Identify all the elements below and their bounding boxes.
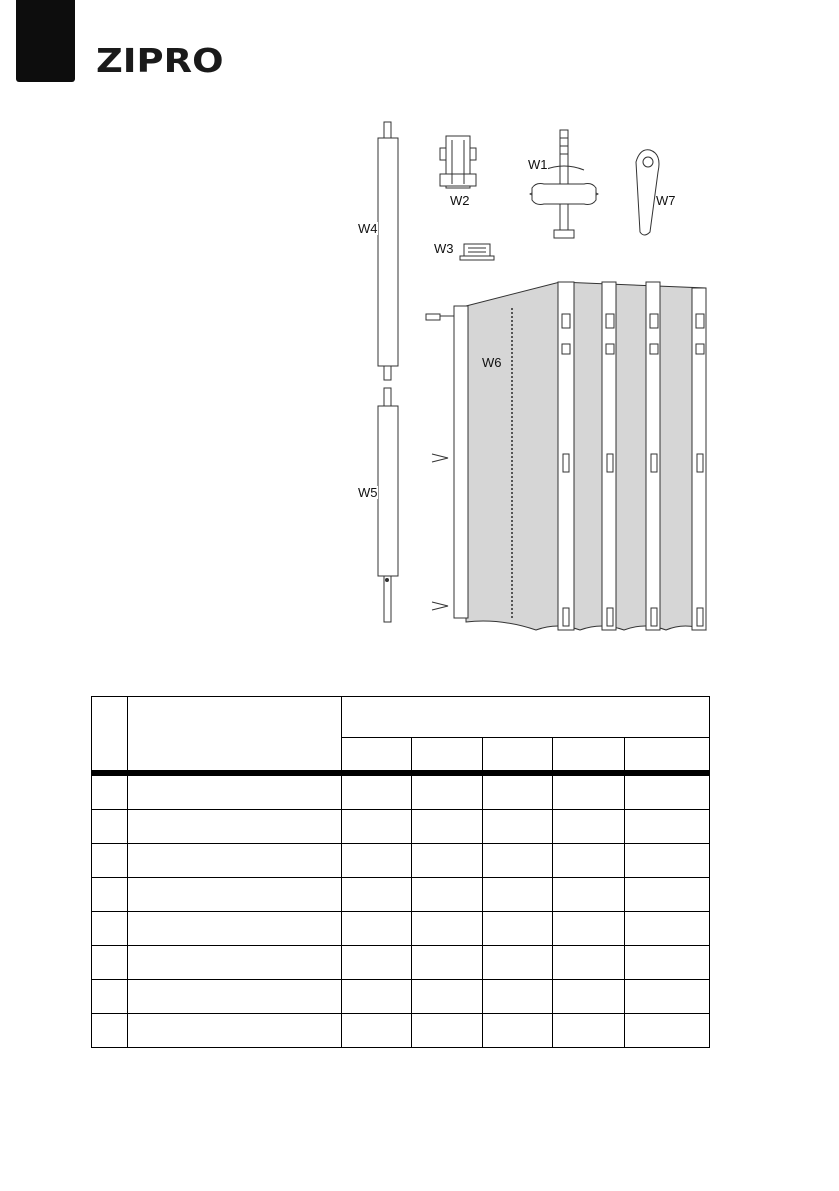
table-cell	[483, 810, 553, 844]
table-cell	[342, 773, 412, 810]
table-header-row	[92, 697, 710, 738]
table-cell	[342, 946, 412, 980]
table-cell	[412, 1014, 483, 1048]
parts-illustration	[340, 110, 720, 650]
table-cell	[483, 912, 553, 946]
table-cell	[128, 912, 342, 946]
table-row	[92, 773, 710, 810]
bolt-illustration	[530, 130, 598, 238]
table-cell	[128, 810, 342, 844]
table-cell	[412, 878, 483, 912]
table-cell	[553, 946, 625, 980]
table-cell	[128, 946, 342, 980]
brand-logo	[96, 41, 224, 80]
table-cell	[412, 946, 483, 980]
table-cell	[483, 980, 553, 1014]
bracket-illustration	[440, 136, 476, 188]
table-cell	[128, 878, 342, 912]
table-cell	[553, 844, 625, 878]
table-cell	[412, 980, 483, 1014]
table-cell	[553, 773, 625, 810]
table-cell	[483, 844, 553, 878]
table-cell	[483, 773, 553, 810]
table-cell	[553, 1014, 625, 1048]
table-cell	[483, 946, 553, 980]
table-cell	[128, 1014, 342, 1048]
table-row	[92, 844, 710, 878]
table-cell	[412, 844, 483, 878]
table-cell	[92, 844, 128, 878]
table-row	[92, 946, 710, 980]
end-cap-illustration	[460, 244, 494, 260]
table-cell	[625, 844, 710, 878]
table-cell	[553, 912, 625, 946]
part-label-w6: W6	[482, 355, 502, 370]
brand-logo-text: ZIPRO	[96, 41, 224, 80]
table-cell	[128, 844, 342, 878]
corner-tab	[16, 0, 75, 82]
table-cell	[342, 980, 412, 1014]
parts-diagram	[340, 110, 720, 650]
table-cell	[625, 980, 710, 1014]
subheader-cell	[342, 738, 412, 774]
table-cell	[625, 810, 710, 844]
table-cell	[92, 980, 128, 1014]
table-cell	[342, 878, 412, 912]
subheader-cell	[412, 738, 483, 774]
table-cell	[342, 810, 412, 844]
table-cell	[625, 946, 710, 980]
table-row	[92, 810, 710, 844]
table-cell	[342, 912, 412, 946]
part-label-w4: W4	[358, 221, 378, 236]
part-label-w5: W5	[358, 485, 378, 500]
part-label-w1: W1	[528, 157, 548, 172]
table-cell	[128, 773, 342, 810]
table-cell	[412, 810, 483, 844]
table-row	[92, 912, 710, 946]
table-cell	[92, 946, 128, 980]
header-cell-name	[128, 697, 342, 774]
net-panels-illustration	[426, 282, 706, 630]
table-row	[92, 1014, 710, 1048]
subheader-cell	[483, 738, 553, 774]
subheader-cell	[553, 738, 625, 774]
table-cell	[553, 878, 625, 912]
table-cell	[92, 810, 128, 844]
table-cell	[483, 878, 553, 912]
header-cell-number	[92, 697, 128, 774]
table-cell	[342, 1014, 412, 1048]
table-cell	[625, 878, 710, 912]
table-cell	[128, 980, 342, 1014]
pole-lower-illustration	[378, 388, 398, 622]
table-cell	[92, 773, 128, 810]
table-cell	[412, 912, 483, 946]
table-cell	[483, 1014, 553, 1048]
table-cell	[92, 1014, 128, 1048]
parts-table	[91, 696, 710, 1048]
table-cell	[625, 773, 710, 810]
table-row	[92, 878, 710, 912]
table-cell	[553, 810, 625, 844]
part-label-w7: W7	[656, 193, 676, 208]
table-cell	[553, 980, 625, 1014]
table-cell	[92, 878, 128, 912]
part-label-w3: W3	[434, 241, 454, 256]
subheader-cell	[625, 738, 710, 774]
table-cell	[412, 773, 483, 810]
table-cell	[92, 912, 128, 946]
table-cell	[625, 1014, 710, 1048]
table-row	[92, 980, 710, 1014]
header-cell-group	[342, 697, 710, 738]
table-cell	[342, 844, 412, 878]
pole-upper-illustration	[378, 122, 398, 380]
table-cell	[625, 912, 710, 946]
part-label-w2: W2	[450, 193, 470, 208]
